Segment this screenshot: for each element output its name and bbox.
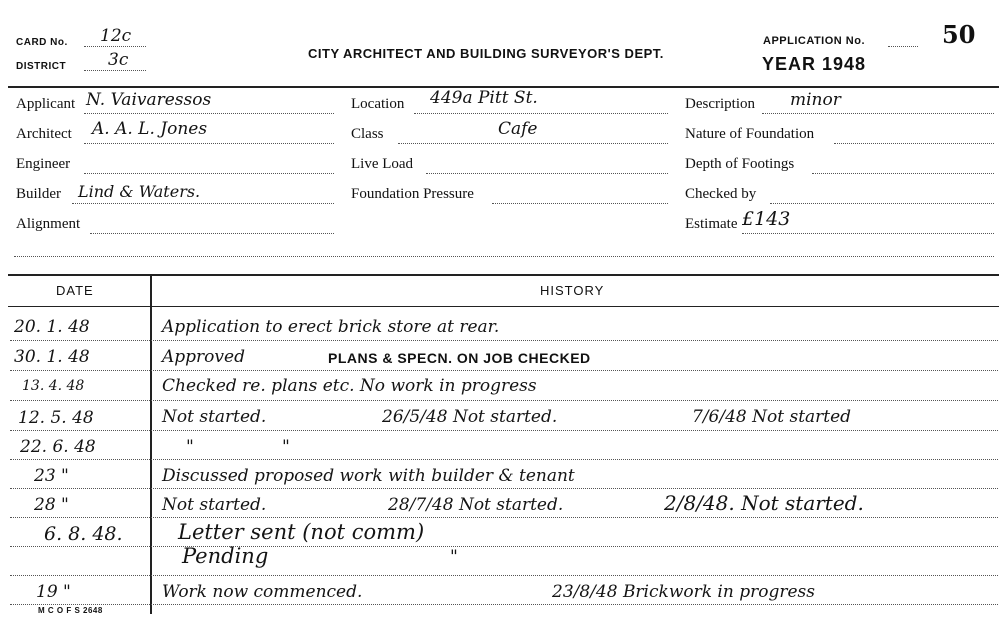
row-line	[10, 430, 998, 431]
history-entry: Checked re. plans etc. No work in progress	[162, 376, 537, 396]
checked-by-label: Checked by	[685, 186, 757, 202]
checked-by-line	[770, 203, 994, 204]
card-no-value: 12c	[100, 26, 132, 46]
history-date: 28 "	[34, 495, 69, 515]
history-entry: Discussed proposed work with builder & tenant	[162, 466, 575, 486]
year-label: YEAR 1948	[762, 54, 867, 74]
row-line	[10, 370, 998, 371]
history-entry: 28/7/48 Not started.	[388, 495, 564, 515]
location-line	[414, 113, 668, 114]
history-date: 19 "	[36, 582, 71, 602]
history-entry: Not started.	[162, 407, 267, 427]
date-column-heading: DATE	[56, 283, 94, 298]
live-load-line	[426, 173, 668, 174]
history-entry: 23/8/48 Brickwork in progress	[552, 582, 815, 602]
history-entry: "	[450, 547, 458, 567]
history-entry: Letter sent (not comm)	[178, 520, 425, 544]
history-entry: Not started.	[162, 495, 267, 515]
history-top-rule	[8, 274, 999, 276]
alignment-label: Alignment	[16, 216, 81, 232]
history-entry: Work now commenced.	[162, 582, 363, 602]
location-label: Location	[351, 96, 405, 112]
row-line	[10, 340, 998, 341]
nature-of-foundation-line	[834, 143, 994, 144]
depth-of-footings-line	[812, 173, 994, 174]
history-date: 6. 8. 48.	[44, 523, 123, 545]
history-entry: "	[186, 437, 194, 457]
history-date: 13. 4. 48	[22, 378, 85, 394]
estimate-value: £143	[742, 208, 791, 230]
applicant-label: Applicant	[16, 96, 76, 112]
history-entry: 2/8/48. Not started.	[664, 491, 864, 515]
row-line	[10, 546, 998, 547]
date-column-divider	[150, 274, 152, 614]
row-line	[10, 575, 998, 576]
row-line	[10, 488, 998, 489]
department-title: CITY ARCHITECT AND BUILDING SURVEYOR'S DEPT.	[308, 46, 664, 61]
district-label: DISTRICT	[16, 61, 67, 72]
foundation-pressure-line	[492, 203, 668, 204]
engineer-line	[84, 173, 334, 174]
fields-bottom-line	[14, 256, 994, 257]
description-value: minor	[790, 90, 841, 110]
builder-value: Lind & Waters.	[78, 182, 201, 201]
application-no-label: APPLICATION No.	[763, 35, 866, 47]
history-entry: 7/6/48 Not started	[692, 407, 852, 427]
description-line	[762, 113, 994, 114]
foundation-pressure-label: Foundation Pressure	[351, 186, 474, 202]
history-entry: Application to erect brick store at rear.	[162, 317, 500, 337]
history-entry: Pending	[182, 544, 269, 568]
applicant-value: N. Vaivaressos	[86, 90, 212, 110]
application-no-value: 50	[942, 20, 976, 49]
district-value: 3c	[108, 50, 129, 70]
card-no-line	[84, 46, 146, 47]
estimate-label: Estimate	[685, 216, 738, 232]
estimate-line	[742, 233, 994, 234]
row-line	[10, 517, 998, 518]
architect-label: Architect	[16, 126, 72, 142]
application-no-line	[888, 46, 918, 47]
class-line	[398, 143, 668, 144]
history-typed-entry: PLANS & SPECN. ON JOB CHECKED	[328, 350, 591, 366]
row-line	[10, 604, 998, 605]
live-load-label: Live Load	[351, 156, 414, 172]
builder-line	[72, 203, 334, 204]
architect-line	[84, 143, 334, 144]
row-line	[10, 459, 998, 460]
class-label: Class	[351, 126, 384, 142]
history-entry: Approved	[162, 347, 245, 367]
engineer-label: Engineer	[16, 156, 71, 172]
applicant-line	[84, 113, 334, 114]
history-date: 12. 5. 48	[18, 408, 94, 428]
alignment-line	[90, 233, 334, 234]
history-date: 30. 1. 48	[14, 347, 90, 367]
description-label: Description	[685, 96, 755, 112]
history-date: 23 "	[34, 466, 69, 486]
history-column-heading: HISTORY	[540, 283, 605, 298]
history-date: 20. 1. 48	[14, 317, 90, 337]
architect-value: A. A. L. Jones	[92, 119, 208, 139]
class-value: Cafe	[498, 119, 538, 139]
history-entry: 26/5/48 Not started.	[382, 407, 558, 427]
print-code: M C O F S 2648	[38, 606, 103, 615]
card-no-label: CARD No.	[16, 37, 68, 48]
builder-label: Builder	[16, 186, 61, 202]
history-date: 22. 6. 48	[20, 437, 96, 457]
nature-of-foundation-label: Nature of Foundation	[685, 126, 815, 142]
row-line	[10, 400, 998, 401]
depth-of-footings-label: Depth of Footings	[685, 156, 795, 172]
history-header-rule	[8, 306, 999, 307]
district-line	[84, 70, 146, 71]
location-value: 449a Pitt St.	[430, 88, 538, 108]
history-entry: "	[282, 437, 290, 457]
